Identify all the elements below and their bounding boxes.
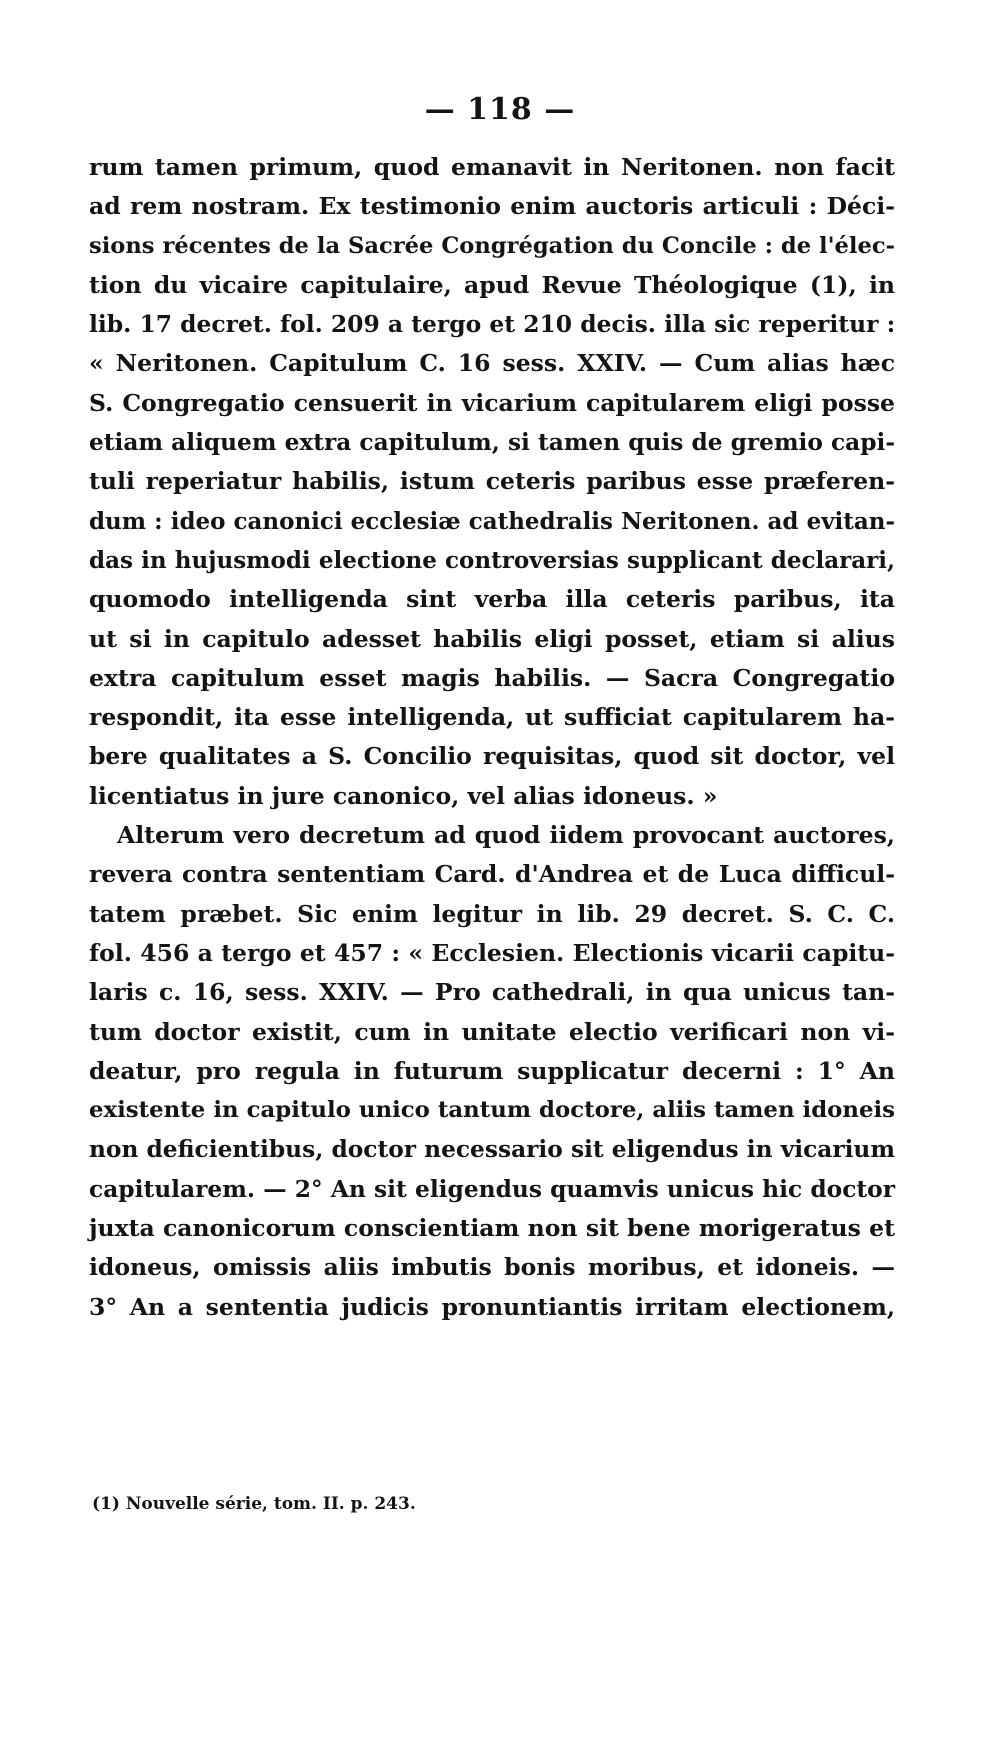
text-line: juxta canonicorum conscientiam non sit bene morigeratus et — [89, 1214, 895, 1243]
text-line: « Neritonen. Capitulum C. 16 sess. XXIV. — Cum alias hæc — [89, 349, 895, 378]
text-line: Alterum vero decretum ad quod iidem provocant auctores, — [117, 821, 895, 850]
text-line: S. Congregatio censuerit in vicarium capitularem eligi posse — [89, 388, 895, 417]
paragraph-2 — [89, 816, 895, 1327]
text-line: licentiatus in jure canonico, vel alias idoneus. » — [89, 781, 718, 810]
text-line: dum : ideo canonici ecclesiæ cathedralis Neritonen. ad evitan- — [89, 507, 895, 535]
text-line: deatur, pro regula in futurum supplicatur decerni : 1° An — [89, 1056, 895, 1085]
text-line: laris c. 16, sess. XXIV. — Pro cathedrali, in qua unicus tan- — [89, 978, 895, 1007]
text-line: revera contra sententiam Card. d'Andrea et de Luca difficul- — [89, 860, 895, 889]
text-line: ad rem nostram. Ex testimonio enim auctoris articuli : Déci- — [89, 192, 895, 221]
page-number: — 118 — — [424, 92, 576, 127]
text-line: tuli reperiatur habilis, istum ceteris paribus esse præferen- — [89, 467, 895, 496]
text-line: tum doctor existit, cum in unitate electio verificari non vi- — [89, 1017, 895, 1046]
text-line: etiam aliquem extra capitulum, si tamen quis de gremio capi- — [89, 429, 895, 457]
text-line: idoneus, omissis aliis imbutis bonis moribus, et idoneis. — — [89, 1253, 895, 1282]
paragraph-1 — [89, 148, 895, 816]
text-line: fol. 456 a tergo et 457 : « Ecclesien. Electionis vicarii capitu- — [89, 938, 895, 967]
text-line: das in hujusmodi electione controversias supplicant declarari, — [89, 546, 895, 574]
text-line: tatem præbet. Sic enim legitur in lib. 29 decret. S. C. C. — [89, 899, 895, 928]
body-text — [89, 148, 895, 1327]
text-line: quomodo intelligenda sint verba illa ceteris paribus, ita — [89, 585, 895, 614]
text-line: lib. 17 decret. fol. 209 a tergo et 210 decis. illa sic reperitur : — [89, 310, 896, 339]
text-line: existente in capitulo unico tantum doctore, aliis tamen idoneis — [89, 1097, 895, 1124]
footnote: (1) Nouvelle série, tom. II. p. 243. — [92, 1494, 416, 1514]
text-line: sions récentes de la Sacrée Congrégation du Concile : de l'élec- — [89, 232, 895, 259]
text-line: capitularem. — 2° An sit eligendus quamvis unicus hic doctor — [89, 1175, 895, 1203]
text-line: non deficientibus, doctor necessario sit eligendus in vicarium — [89, 1136, 895, 1164]
text-line: bere qualitates a S. Concilio requisitas, quod sit doctor, vel — [89, 742, 895, 771]
text-line: tion du vicaire capitulaire, apud Revue Théologique (1), in — [89, 270, 895, 299]
text-line: ut si in capitulo adesset habilis eligi posset, etiam si alius — [89, 624, 895, 653]
text-line: 3° An a sententia judicis pronuntiantis irritam electionem, — [89, 1292, 895, 1321]
text-line: respondit, ita esse intelligenda, ut sufficiat capitularem ha- — [89, 703, 895, 732]
text-line: extra capitulum esset magis habilis. — Sacra Congregatio — [89, 663, 895, 692]
text-line: rum tamen primum, quod emanavit in Neritonen. non facit — [89, 153, 895, 181]
